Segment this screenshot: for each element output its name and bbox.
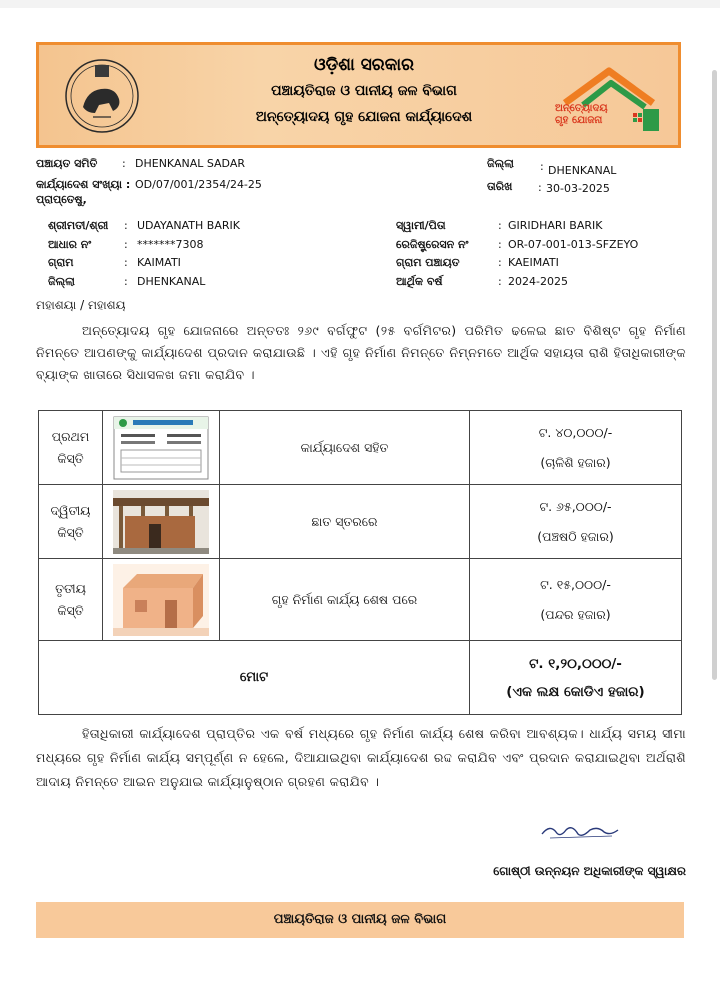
district-label: ଜିଲ୍ଲା [487, 157, 514, 170]
logo-line-2: ଗୃହ ଯୋଜନା [555, 115, 603, 126]
department-title: ପଞ୍ଚାୟତିରାଜ ଓ ପାନୀୟ ଜଳ ବିଭାଗ [271, 83, 457, 99]
aadhaar-value: *******7308 [137, 238, 204, 251]
name-label: ଶ୍ରୀମତୀ/ଶ୍ରୀ [48, 219, 109, 232]
stage-cell: ଛାତ ସ୍ତରରେ [220, 485, 470, 559]
thumbnail-cell [103, 559, 220, 641]
amount-value: ଟ. ୪୦,୦୦୦/- [538, 424, 613, 440]
total-amount-words: (ଏକ ଲକ୍ଷ କୋଡିଏ ହଜାର) [506, 683, 645, 700]
work-order-document-icon [113, 416, 209, 480]
village-label: ଗ୍ରାମ [48, 256, 74, 269]
closing-paragraph [36, 722, 686, 794]
signatory-label: ଗୋଷ୍ଠୀ ଉନ୍ନୟନ ଅଧିକାରୀଙ୍କ ସ୍ୱାକ୍ଷର [493, 864, 686, 878]
amount-cell [470, 559, 682, 641]
block-label: ପଞ୍ଚାୟତ ସମିତି [36, 157, 98, 170]
top-bar [0, 0, 720, 8]
scheme-order-title: ଅନ୍ତ୍ୟୋଦୟ ଗୃହ ଯୋଜନା କାର୍ଯ୍ୟାଦେଶ [255, 109, 473, 125]
total-label: ମୋଟ [39, 641, 470, 715]
odisha-emblem-icon [63, 57, 141, 135]
colon: : [124, 238, 128, 251]
district-value: DHENKANAL [548, 164, 617, 177]
logo-line-1: ଅନ୍ତ୍ୟୋଦୟ [555, 103, 608, 114]
salutation: ମହାଶୟା / ମହାଶୟ [36, 298, 126, 312]
amount-value: ଟ. ୬୫,୦୦୦/- [539, 498, 612, 514]
roof-construction-icon [113, 490, 209, 554]
amount-words: (ପନ୍ଦର ହଜାର) [540, 606, 611, 622]
reg-label: ରେଜିଷ୍ଟ୍ରେସନ ନଂ [396, 238, 469, 251]
colon: : [538, 181, 542, 194]
fy-value: 2024-2025 [508, 275, 568, 288]
table-row [39, 411, 682, 485]
intro-paragraph [36, 320, 686, 386]
scrollbar[interactable] [712, 70, 717, 680]
spouse-label: ସ୍ୱାମୀ/ପିତା [396, 219, 446, 232]
amount-value: ଟ. ୧୫,୦୦୦/- [540, 576, 611, 592]
name-value: UDAYANATH BARIK [137, 219, 240, 232]
amount-words: (ପଞ୍ଚଷଠି ହଜାର) [537, 528, 614, 544]
block-value: DHENKANAL SADAR [135, 157, 245, 170]
installment-label-line1: ଦ୍ୱିତୀୟ [50, 502, 91, 518]
order-no-value: OD/07/001/2354/24-25 [135, 178, 262, 191]
intro-text: ଅନ୍ତ୍ୟୋଦୟ ଗୃହ ଯୋଜନାରେ ଅନ୍ତତଃ ୨୬୯ ବର୍ଗଫୁଟ (୨୫ ବର୍ଗମିଟର) ପରିମିତ ଢଳେଇ ଛାତ ବିଶିଷ୍ଟ ଗୃହ ନିର୍ମାଣ ନିମନ୍ତେ ଆପଣଙ୍କୁ କାର୍ଯ୍ୟାଦେଶ ପ୍ରଦାନ କରାଯାଉଛି । ଏହି ଗୃହ ନିର୍ମାଣ ନିମନ୍ତେ ନିମ୍ନମତେ ଆର୍ଥିକ ସହାୟତା ରାଶି ହିତାଧିକାରୀଙ୍କ ବ୍ୟାଙ୍କ ଖାତାରେ ସିଧାସଳଖ ଜମା କରାଯିବ । [36, 323, 686, 382]
document-header [36, 42, 681, 148]
installment-label-line1: ପ୍ରଥମ [51, 428, 90, 444]
order-no-label: କାର୍ଯ୍ୟାଦେଶ ସଂଖ୍ୟା : [36, 178, 131, 191]
amount-cell [470, 485, 682, 559]
total-amount-cell [470, 641, 682, 715]
colon: : [498, 256, 502, 269]
installment-label [39, 485, 103, 559]
installment-label-line2: କିସ୍ତି [57, 602, 84, 618]
colon: : [124, 219, 128, 232]
colon: : [498, 238, 502, 251]
gp-value: KAEIMATI [508, 256, 559, 269]
thumbnail-cell [103, 411, 220, 485]
colon: : [498, 219, 502, 232]
colon: : [122, 157, 126, 170]
recipient-label: ପ୍ରାପ୍ତେଷୁ, [36, 193, 87, 206]
colon: : [498, 275, 502, 288]
aadhaar-label: ଆଧାର ନଂ [48, 238, 92, 251]
village-value: KAIMATI [137, 256, 181, 269]
stage-cell: କାର୍ଯ୍ୟାଦେଶ ସହିତ [220, 411, 470, 485]
total-amount: ଟ. ୧,୨୦,୦୦୦/- [529, 655, 622, 672]
reg-value: OR-07-001-013-SFZEYO [508, 238, 639, 251]
spouse-value: GIRIDHARI BARIK [508, 219, 603, 232]
closing-text: ହିତାଧିକାରୀ କାର୍ଯ୍ୟାଦେଶ ପ୍ରାପ୍ତିର ଏକ ବର୍ଷ ମଧ୍ୟରେ ଗୃହ ନିର୍ମାଣ କାର୍ଯ୍ୟ ଶେଷ କରିବା ଆବଶ୍ୟକ। ଧାର୍ଯ୍ୟ ସମୟ ସୀମା ମଧ୍ୟରେ ଗୃହ ନିର୍ମାଣ କାର୍ଯ୍ୟ ସମ୍ପୂର୍ଣ୍ଣ ନ ହେଲେ, ଦିଆଯାଇଥିବା କାର୍ଯ୍ୟାଦେଶ ରଦ୍ଦ କରାଯିବ ଏବଂ ପ୍ରଦାନ କରାଯାଇଥିବା ଅର୍ଥରାଶି ଆଦାୟ ନିମନ୍ତେ ଆଇନ ଅନୁଯାଇ କାର୍ଯ୍ୟାନୁଷ୍ଠାନ ଗ୍ରହଣ କରାଯିବ । [36, 726, 686, 789]
colon: : [124, 275, 128, 288]
amount-cell [470, 411, 682, 485]
colon: : [540, 160, 544, 173]
logo-text [555, 103, 635, 127]
colon: : [124, 256, 128, 269]
gp-label: ଗ୍ରାମ ପଞ୍ଚାୟତ [396, 256, 460, 269]
installment-label [39, 559, 103, 641]
govt-title: ଓଡ଼ିଶା ସରକାର [313, 55, 415, 75]
amount-words: (ଚାଳିଶି ହଜାର) [540, 454, 611, 470]
installment-label-line2: କିସ୍ତି [57, 524, 84, 540]
installment-label-line1: ତୃତୀୟ [55, 580, 86, 596]
table-row-total [39, 641, 682, 715]
date-value: 30-03-2025 [546, 182, 610, 195]
table-row [39, 559, 682, 641]
date-label: ତାରିଖ [487, 180, 513, 193]
thumbnail-cell [103, 485, 220, 559]
installment-label [39, 411, 103, 485]
fy-label: ଆର୍ଥିକ ବର୍ଷ [396, 275, 443, 288]
district2-label: ଜିଲ୍ଲା [48, 275, 75, 288]
table-row [39, 485, 682, 559]
completed-house-icon [113, 564, 209, 636]
stage-cell: ଗୃହ ନିର୍ମାଣ କାର୍ଯ୍ୟ ଶେଷ ପରେ [220, 559, 470, 641]
installment-label-line2: କିସ୍ତି [57, 450, 84, 466]
installment-table [38, 410, 682, 715]
footer-band: ପଞ୍ଚାୟତିରାଜ ଓ ପାନୀୟ ଜଳ ବିଭାଗ [36, 902, 684, 938]
district2-value: DHENKANAL [137, 275, 206, 288]
signature-icon [520, 808, 640, 858]
